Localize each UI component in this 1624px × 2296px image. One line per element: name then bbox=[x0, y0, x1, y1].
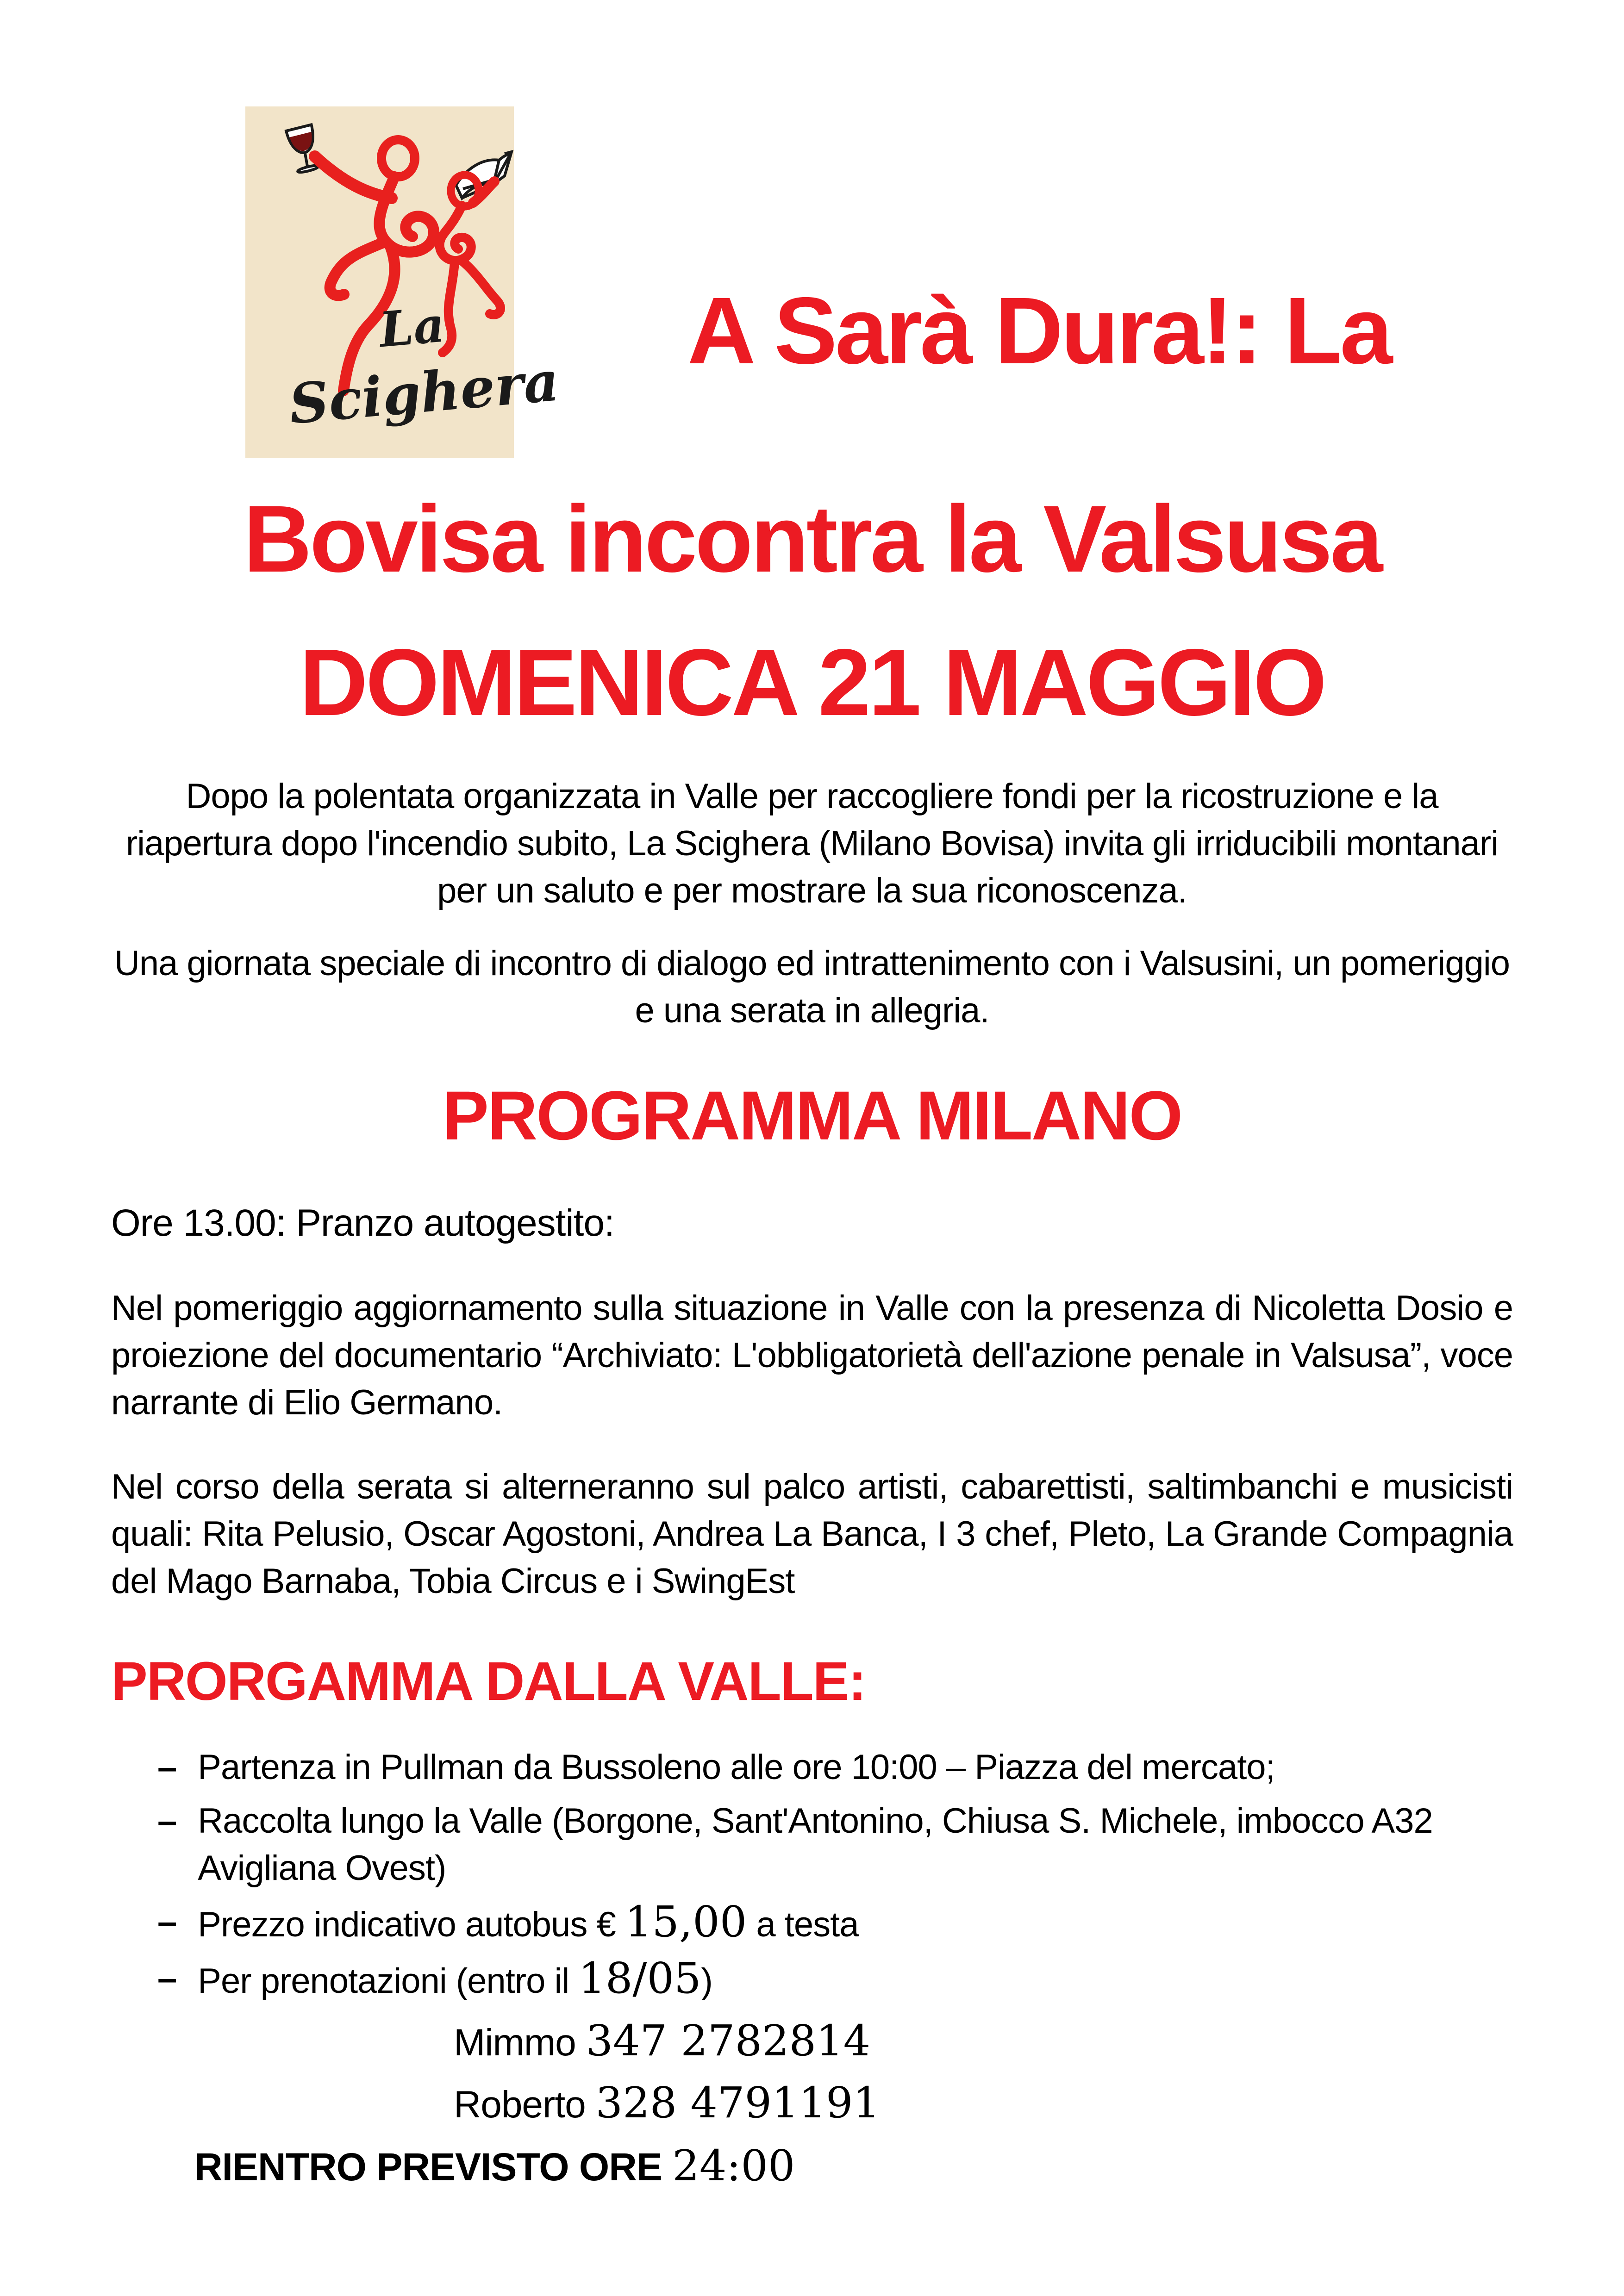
return-time-line bbox=[194, 2141, 1513, 2192]
logo-script-scighera: Scighera bbox=[287, 348, 562, 436]
milano-paragraph-1: Nel pomeriggio aggiornamento sulla situazione in Valle con la presenza di Nicoletta Dosio e proiezione del documentario “Archiviato: L'obbligatorietà dell'azione penale in Valsusa”, voce narrante di Elio Germano. bbox=[111, 1288, 1513, 1422]
contact-line-mimmo bbox=[454, 2017, 1513, 2067]
event-title-line2: Bovisa incontra la Valsusa bbox=[243, 486, 1381, 592]
bullet-text bbox=[198, 1898, 1454, 1948]
bullet-dash: – bbox=[157, 1959, 177, 1998]
bullet-dash: – bbox=[157, 1801, 177, 1841]
milano-schedule-line: Ore 13.00: Pranzo autogestito: bbox=[111, 1202, 614, 1244]
return-time-label: RIENTRO PREVISTO ORE bbox=[194, 2145, 662, 2189]
bullet-item-pickup bbox=[157, 1798, 1454, 1892]
contact-phone: 328 4791191 bbox=[595, 2078, 881, 2128]
bullet-item-departure bbox=[157, 1744, 1454, 1791]
contact-line-roberto bbox=[454, 2079, 1513, 2129]
event-date-line: DOMENICA 21 MAGGIO bbox=[299, 629, 1325, 735]
bullet-text-pre: Prezzo indicativo autobus € bbox=[198, 1905, 625, 1944]
valle-section-heading: PRORGAMMA DALLA VALLE: bbox=[111, 1651, 866, 1712]
intro-paragraph-1: Dopo la polentata organizzata in Valle per raccogliere fondi per la ricostruzione e la riapertura dopo l'incendio subito, La Scighera (Milano Bovisa) invita gli irriducibili montanari per un saluto e per mostrare la sua riconoscenza. bbox=[125, 777, 1499, 910]
logo-script-la: La bbox=[377, 296, 447, 359]
bullet-text-post: a testa bbox=[747, 1905, 859, 1944]
bullet-text: Raccolta lungo la Valle (Borgone, Sant'Antonino, Chiusa S. Michele, imbocco A32 Avigliana Ovest) bbox=[198, 1801, 1433, 1888]
bullet-text-post: ) bbox=[701, 1961, 712, 2001]
intro-paragraph-2: Una giornata speciale di incontro di dialogo ed intrattenimento con i Valsusini, un pomeriggio e una serata in allegria. bbox=[114, 944, 1510, 1030]
la-scighera-logo-image bbox=[245, 106, 562, 458]
bullet-dash: – bbox=[157, 1902, 177, 1941]
bullet-item-price bbox=[157, 1898, 1454, 1948]
milano-paragraph-2: Nel corso della serata si alterneranno sul palco artisti, cabarettisti, saltimbanchi e musicisti quali: Rita Pelusio, Oscar Agostoni, Andrea La Banca, I 3 chef, Pleto, La Grande Compagnia del Mago Barnaba, Tobia Circus e i SwingEst bbox=[111, 1467, 1513, 1601]
bullet-item-booking bbox=[157, 1955, 1454, 2005]
milano-section-heading: PROGRAMMA MILANO bbox=[442, 1076, 1182, 1154]
valle-bullet-list bbox=[111, 1744, 1513, 2005]
bullet-text bbox=[198, 1955, 1454, 2005]
bullet-text-pre: Per prenotazioni (entro il bbox=[198, 1961, 579, 2001]
bullet-text: Partenza in Pullman da Bussoleno alle ore 10:00 – Piazza del mercato; bbox=[198, 1748, 1275, 1787]
contact-name: Mimmo bbox=[454, 2022, 576, 2064]
contact-name: Roberto bbox=[454, 2084, 586, 2126]
return-time-value: 24:00 bbox=[672, 2141, 795, 2190]
booking-deadline-value: 18/05 bbox=[578, 1954, 701, 2003]
la-scighera-logo bbox=[245, 106, 562, 458]
bullet-dash: – bbox=[157, 1748, 177, 1787]
contact-phone: 347 2782814 bbox=[586, 2016, 871, 2066]
event-title-line1: A Sarà Dura!: La bbox=[687, 278, 1391, 384]
bus-price-value: 15,00 bbox=[625, 1897, 747, 1947]
